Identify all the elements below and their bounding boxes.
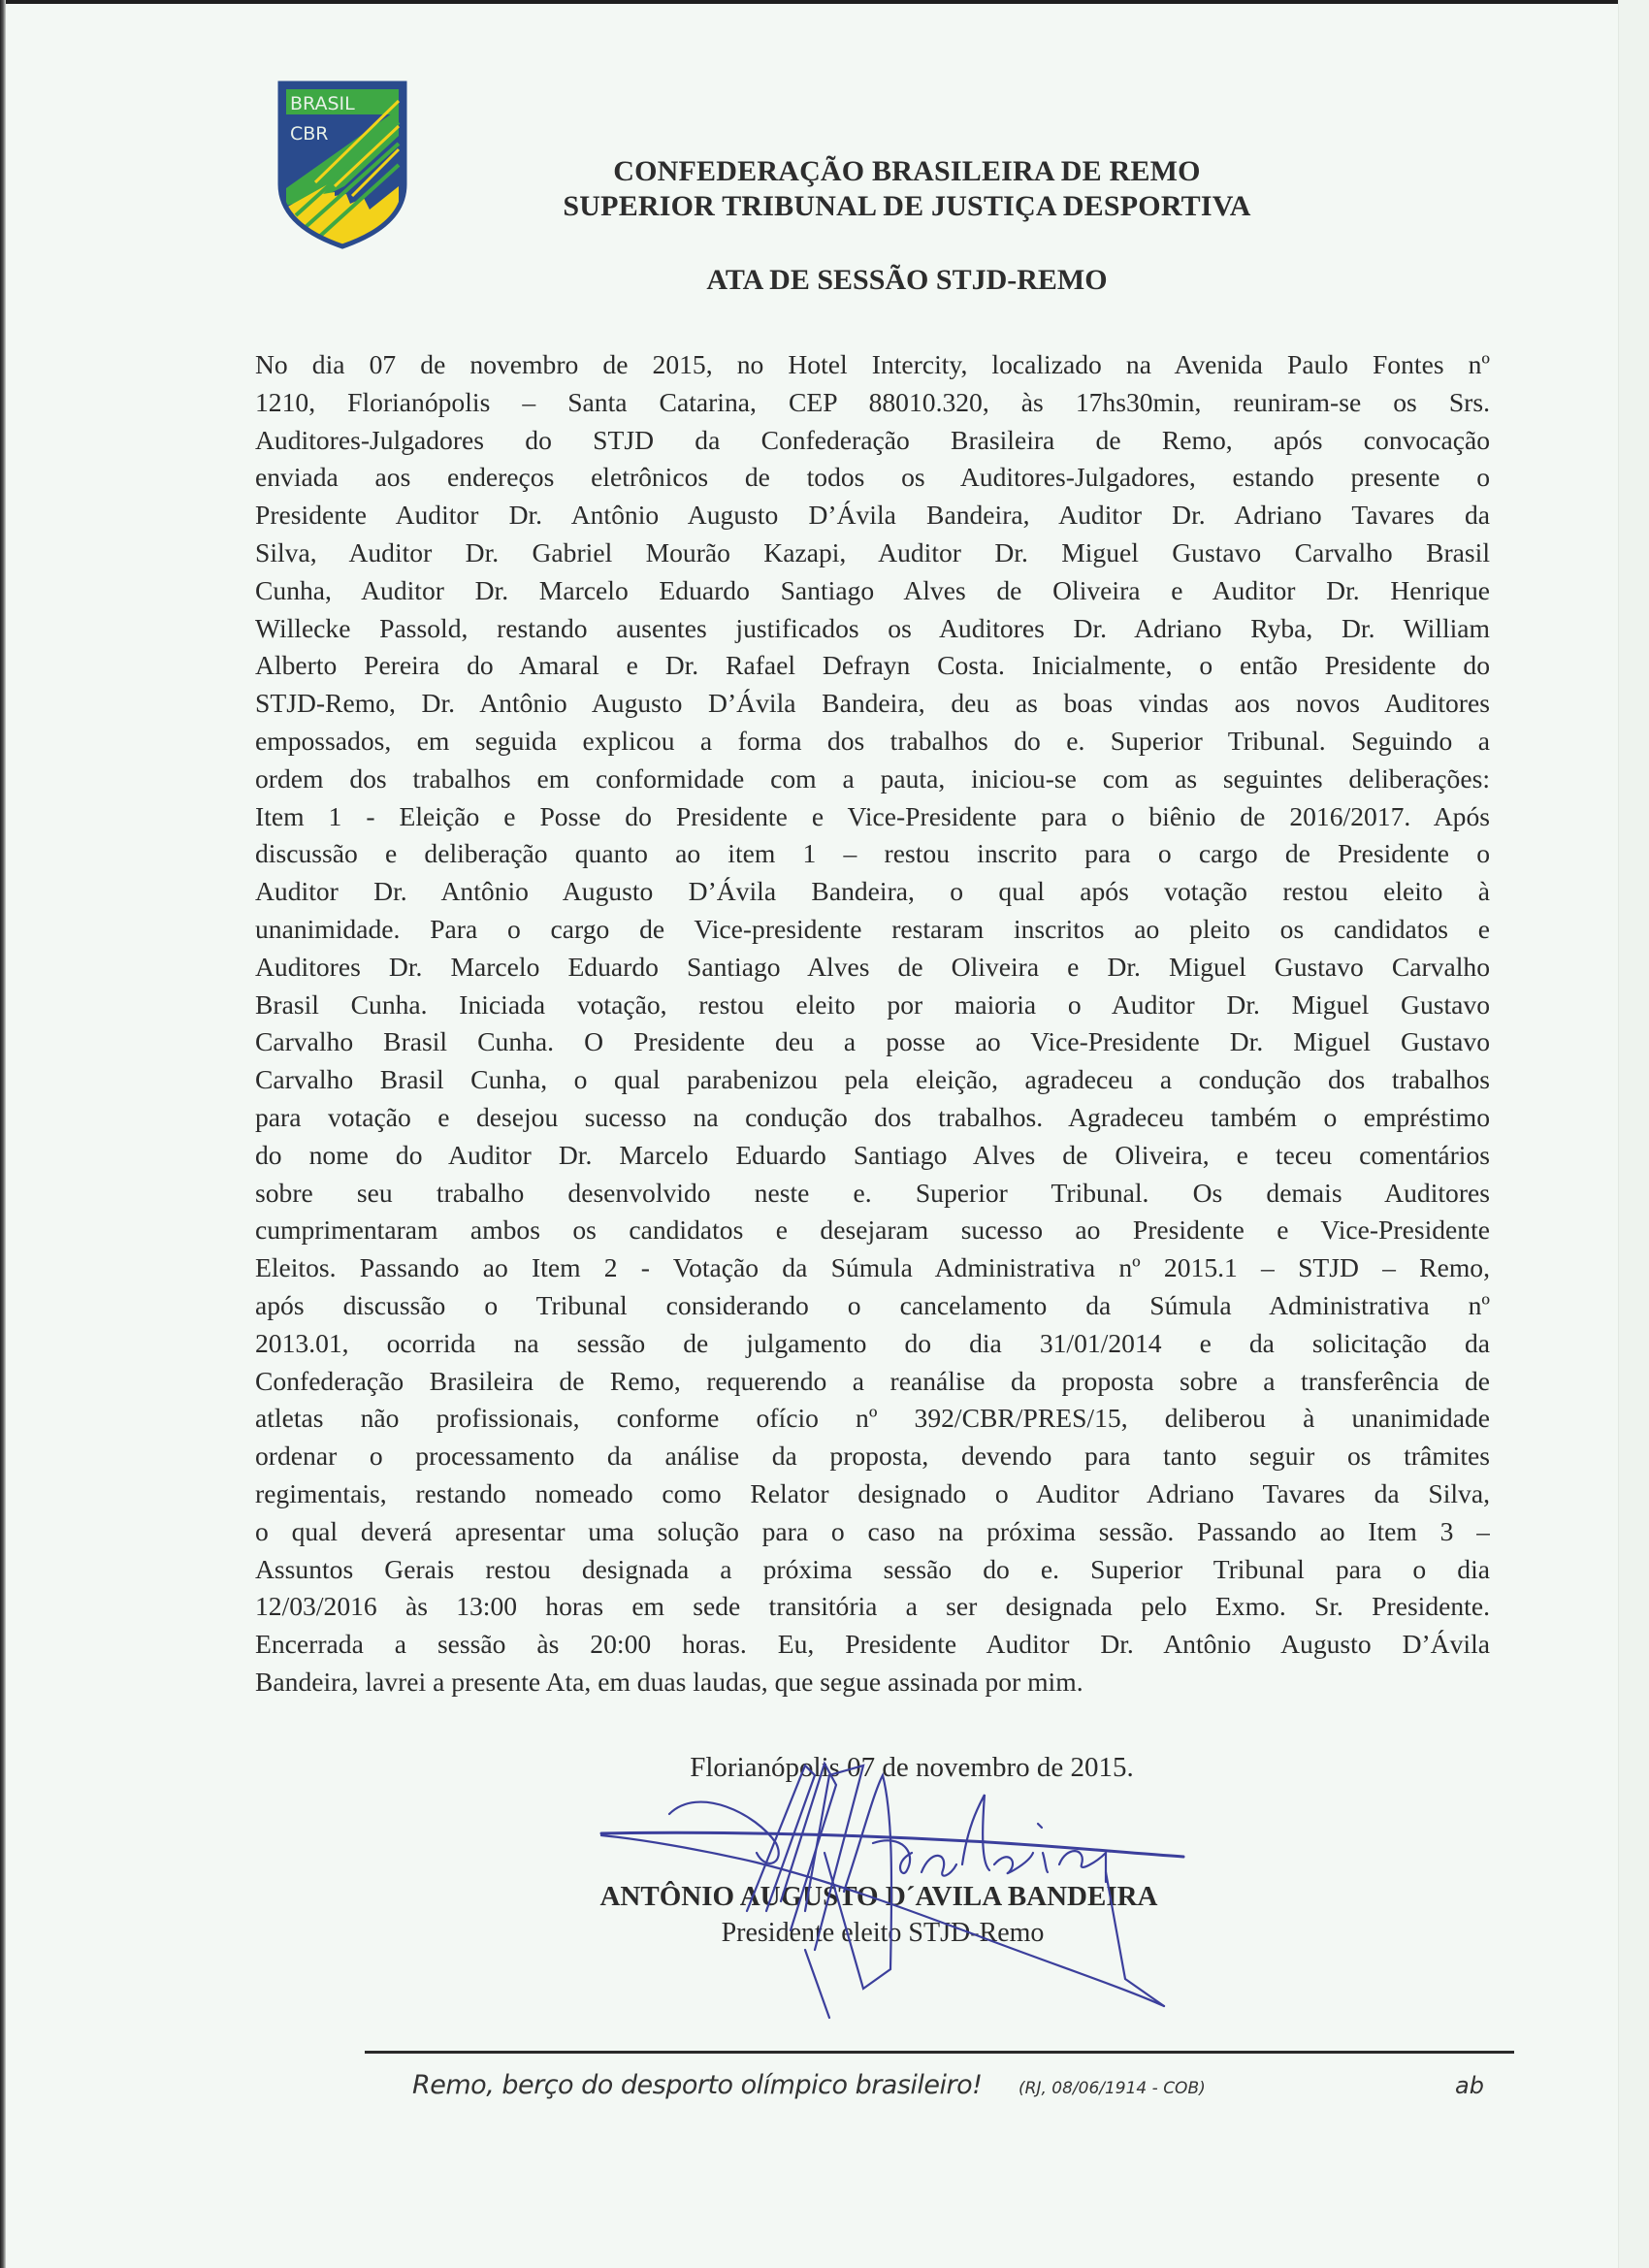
scan-right-edge: [1618, 0, 1649, 2268]
body-line: Brasil Cunha. Iniciada votação, restou eleito por maioria o Auditor Dr. Miguel Gustavo: [255, 988, 1490, 1020]
body-line: 2013.01, ocorrida na sessão de julgamento do dia 31/01/2014 e da solicitação da: [255, 1327, 1490, 1358]
body-line: Auditores Dr. Marcelo Eduardo Santiago Alves de Oliveira e Dr. Miguel Gustavo Carvalho: [255, 951, 1490, 982]
body-line: Encerrada a sessão às 20:00 horas. Eu, Presidente Auditor Dr. Antônio Augusto D’Ávila: [255, 1629, 1490, 1660]
scan-left-edge: [0, 0, 6, 2268]
body-line: Auditores-Julgadores do STJD da Confederação Brasileira de Remo, após convocação: [255, 424, 1490, 455]
document-title: ATA DE SESSÃO STJD-REMO: [706, 264, 1108, 296]
logo-brasil-text: BRASIL: [290, 93, 355, 114]
place-and-date: Florianópolis 07 de novembro de 2015.: [690, 1752, 1134, 1783]
body-line: unanimidade. Para o cargo de Vice-presidente restaram inscritos ao pleito os candidatos e: [255, 913, 1490, 944]
body-line: discussão e deliberação quanto ao item 1 – restou inscrito para o cargo de Presidente o: [255, 838, 1490, 869]
body-line: Eleitos. Passando ao Item 2 - Votação da Súmula Administrativa nº 2015.1 – STJD – Remo,: [255, 1252, 1490, 1283]
body-line: enviada aos endereços eletrônicos de todos os Auditores-Julgadores, estando presente o: [255, 462, 1490, 493]
minutes-body: [255, 346, 1490, 1701]
footer-divider: [365, 2051, 1514, 2054]
body-line: sobre seu trabalho desenvolvido neste e. Superior Tribunal. Os demais Auditores: [255, 1177, 1490, 1208]
scan-top-edge: [0, 0, 1649, 4]
body-line: o qual deverá apresentar uma solução para o caso na próxima sessão. Passando ao Item 3 –: [255, 1515, 1490, 1546]
body-line: Alberto Pereira do Amaral e Dr. Rafael Defrayn Costa. Inicialmente, o então Presidente do: [255, 650, 1490, 681]
body-line: STJD-Remo, Dr. Antônio Augusto D’Ávila Bandeira, deu as boas vindas aos novos Auditores: [255, 688, 1490, 719]
footer-initials: ab: [1455, 2072, 1484, 2099]
body-line: após discussão o Tribunal considerando o cancelamento da Súmula Administrativa nº: [255, 1289, 1490, 1320]
body-line: Carvalho Brasil Cunha, o qual parabenizou pela eleição, agradeceu a condução dos trabalhos: [255, 1064, 1490, 1095]
body-line: ordem dos trabalhos em conformidade com a pauta, iniciou-se com as seguintes deliberações:: [255, 762, 1490, 794]
signatory-role: Presidente eleito STJD-Remo: [721, 1918, 1045, 1948]
body-line: Presidente Auditor Dr. Antônio Augusto D’Ávila Bandeira, Auditor Dr. Adriano Tavares da: [255, 500, 1490, 531]
body-line: Auditor Dr. Antônio Augusto D’Ávila Bandeira, o qual após votação restou eleito à: [255, 876, 1490, 907]
body-line: Silva, Auditor Dr. Gabriel Mourão Kazapi, Auditor Dr. Miguel Gustavo Carvalho Brasil: [255, 536, 1490, 567]
body-line: 12/03/2016 às 13:00 horas em sede transitória a ser designada pelo Exmo. Sr. Presidente.: [255, 1591, 1490, 1622]
cbr-logo: [276, 80, 408, 250]
body-line: empossados, em seguida explicou a forma dos trabalhos do e. Superior Tribunal. Seguindo a: [255, 725, 1490, 756]
footer-reference: (RJ, 08/06/1914 - COB): [1018, 2079, 1206, 2098]
footer-motto: Remo, berço do desporto olímpico brasileiro!: [412, 2070, 983, 2100]
body-line: No dia 07 de novembro de 2015, no Hotel Intercity, localizado na Avenida Paulo Fontes nº: [255, 349, 1490, 379]
body-line: Assuntos Gerais restou designada a próxima sessão do e. Superior Tribunal para o dia: [255, 1553, 1490, 1584]
body-line: do nome do Auditor Dr. Marcelo Eduardo Santiago Alves de Oliveira, e teceu comentários: [255, 1139, 1490, 1170]
body-line: atletas não profissionais, conforme ofício nº 392/CBR/PRES/15, deliberou à unanimidade: [255, 1403, 1490, 1434]
body-line: Confederação Brasileira de Remo, requerendo a reanálise da proposta sobre a transferência de: [255, 1365, 1490, 1396]
body-line: Bandeira, lavrei a presente Ata, em duas laudas, que segue assinada por mim.: [255, 1666, 1083, 1697]
header-organization: CONFEDERAÇÃO BRASILEIRA DE REMO: [613, 155, 1201, 187]
body-line: Willecke Passold, restando ausentes justificados os Auditores Dr. Adriano Ryba, Dr. William: [255, 612, 1490, 643]
body-line: Item 1 - Eleição e Posse do Presidente e Vice-Presidente para o biênio de 2016/2017. Após: [255, 800, 1490, 831]
header-tribunal: SUPERIOR TRIBUNAL DE JUSTIÇA DESPORTIVA: [563, 190, 1251, 222]
body-line: ordenar o processamento da análise da proposta, devendo para tanto seguir os trâmites: [255, 1441, 1490, 1472]
body-line: Cunha, Auditor Dr. Marcelo Eduardo Santiago Alves de Oliveira e Auditor Dr. Henrique: [255, 574, 1490, 605]
body-line: cumprimentaram ambos os candidatos e desejaram sucesso ao Presidente e Vice-Presidente: [255, 1215, 1490, 1246]
signatory-name: ANTÔNIO AUGUSTO D´AVILA BANDEIRA: [599, 1881, 1158, 1912]
logo-cbr-text: CBR: [290, 123, 329, 145]
body-line: para votação e desejou sucesso na condução dos trabalhos. Agradeceu também o empréstimo: [255, 1101, 1490, 1132]
body-line: regimentais, restando nomeado como Relator designado o Auditor Adriano Tavares da Silva,: [255, 1477, 1490, 1508]
body-line: 1210, Florianópolis – Santa Catarina, CEP 88010.320, às 17hs30min, reuniram-se os Srs.: [255, 386, 1490, 417]
body-line: Carvalho Brasil Cunha. O Presidente deu a posse ao Vice-Presidente Dr. Miguel Gustavo: [255, 1026, 1490, 1057]
